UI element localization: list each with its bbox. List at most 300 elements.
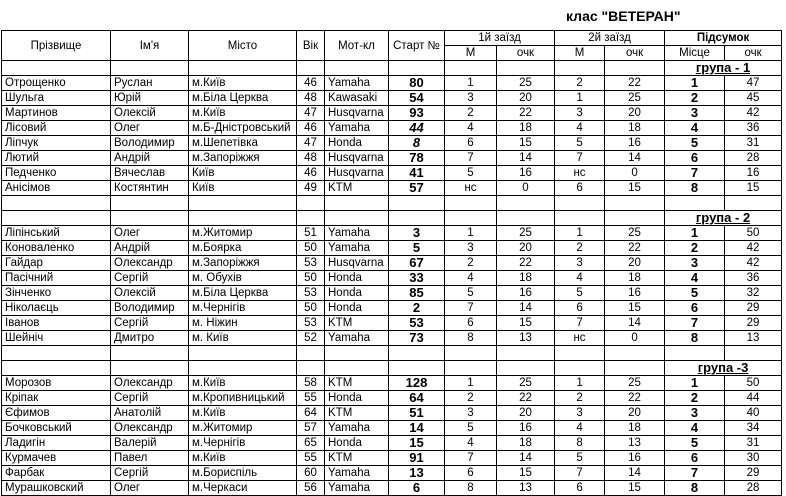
cell-race1-place: 2 bbox=[445, 256, 497, 271]
cell-race1-place: 3 bbox=[445, 91, 497, 106]
header-total: Підсумок bbox=[665, 31, 782, 46]
cell-race1-points: 14 bbox=[497, 451, 555, 466]
table-row bbox=[2, 301, 782, 316]
cell-race1-points: 25 bbox=[497, 226, 555, 241]
cell-moto: Honda bbox=[325, 286, 389, 301]
cell-final-points: 13 bbox=[725, 331, 782, 346]
cell-race1-points: 18 bbox=[497, 121, 555, 136]
cell-final-place: 3 bbox=[665, 406, 725, 421]
empty-cell bbox=[725, 346, 782, 361]
empty-cell bbox=[189, 61, 297, 76]
cell-race1-points: 20 bbox=[497, 406, 555, 421]
cell-surname: Іванов bbox=[2, 316, 111, 331]
group-label: група - 2 bbox=[665, 211, 782, 226]
cell-race2-place: нс bbox=[555, 331, 605, 346]
cell-city: м.Київ bbox=[189, 106, 297, 121]
cell-final-points: 29 bbox=[725, 466, 782, 481]
cell-surname: Коноваленко bbox=[2, 241, 111, 256]
cell-city: м.Київ bbox=[189, 76, 297, 91]
cell-race1-place: 7 bbox=[445, 151, 497, 166]
cell-city: м.Кропивницький bbox=[189, 391, 297, 406]
cell-start: 14 bbox=[389, 421, 445, 436]
cell-final-place: 1 bbox=[665, 226, 725, 241]
empty-cell bbox=[389, 361, 445, 376]
cell-final-points: 30 bbox=[725, 451, 782, 466]
cell-name: Олександр bbox=[111, 256, 189, 271]
cell-final-place: 7 bbox=[665, 466, 725, 481]
cell-race1-place: 4 bbox=[445, 121, 497, 136]
cell-start: 51 bbox=[389, 406, 445, 421]
cell-race2-place: 6 bbox=[555, 181, 605, 196]
cell-name: Олег bbox=[111, 481, 189, 496]
group-header-row bbox=[2, 211, 782, 226]
empty-cell bbox=[497, 346, 555, 361]
cell-city: м.Боярка bbox=[189, 241, 297, 256]
empty-cell bbox=[497, 211, 555, 226]
cell-start: 44 bbox=[389, 121, 445, 136]
empty-cell bbox=[111, 196, 189, 211]
empty-cell bbox=[445, 346, 497, 361]
cell-race2-points: 14 bbox=[605, 316, 665, 331]
empty-cell bbox=[2, 61, 111, 76]
cell-race2-place: нс bbox=[555, 166, 605, 181]
cell-race2-points: 15 bbox=[605, 301, 665, 316]
cell-name: Володимир bbox=[111, 301, 189, 316]
cell-name: Андрій bbox=[111, 151, 189, 166]
cell-race1-place: 1 bbox=[445, 226, 497, 241]
cell-city: м.Запоріжжя bbox=[189, 151, 297, 166]
cell-surname: Курмачев bbox=[2, 451, 111, 466]
cell-race1-place: 8 bbox=[445, 481, 497, 496]
cell-start: 13 bbox=[389, 466, 445, 481]
cell-city: Київ bbox=[189, 181, 297, 196]
cell-moto: Honda bbox=[325, 301, 389, 316]
empty-cell bbox=[2, 211, 111, 226]
cell-moto: Yamaha bbox=[325, 466, 389, 481]
cell-moto: Yamaha bbox=[325, 241, 389, 256]
cell-final-points: 28 bbox=[725, 481, 782, 496]
cell-race2-points: 15 bbox=[605, 181, 665, 196]
cell-age: 55 bbox=[297, 391, 325, 406]
cell-final-points: 42 bbox=[725, 106, 782, 121]
header-race2: 2й заїзд bbox=[555, 31, 665, 46]
empty-cell bbox=[325, 361, 389, 376]
cell-name: Сергій bbox=[111, 271, 189, 286]
header-race2-place: М bbox=[555, 46, 605, 61]
cell-surname: Лютий bbox=[2, 151, 111, 166]
table-row bbox=[2, 286, 782, 301]
cell-surname: Мурашковский bbox=[2, 481, 111, 496]
empty-cell bbox=[605, 61, 665, 76]
cell-moto: Honda bbox=[325, 436, 389, 451]
cell-start: 2 bbox=[389, 301, 445, 316]
empty-cell bbox=[605, 211, 665, 226]
cell-moto: Yamaha bbox=[325, 76, 389, 91]
empty-cell bbox=[497, 196, 555, 211]
group-label: група -3 bbox=[665, 361, 782, 376]
empty-cell bbox=[111, 346, 189, 361]
cell-start: 8 bbox=[389, 136, 445, 151]
class-title: клас "ВЕТЕРАН" bbox=[566, 8, 681, 24]
cell-race1-points: 18 bbox=[497, 436, 555, 451]
cell-race1-points: 15 bbox=[497, 466, 555, 481]
empty-cell bbox=[555, 61, 605, 76]
cell-surname: Ліпчук bbox=[2, 136, 111, 151]
empty-cell bbox=[445, 361, 497, 376]
cell-final-place: 5 bbox=[665, 136, 725, 151]
cell-race1-place: 6 bbox=[445, 136, 497, 151]
cell-final-place: 7 bbox=[665, 316, 725, 331]
cell-age: 64 bbox=[297, 406, 325, 421]
cell-race1-points: 13 bbox=[497, 481, 555, 496]
cell-race2-points: 22 bbox=[605, 391, 665, 406]
cell-city: м.Біла Церква bbox=[189, 91, 297, 106]
cell-final-points: 31 bbox=[725, 136, 782, 151]
cell-age: 47 bbox=[297, 106, 325, 121]
cell-moto: Yamaha bbox=[325, 331, 389, 346]
cell-name: Руслан bbox=[111, 76, 189, 91]
group-header-row bbox=[2, 361, 782, 376]
cell-age: 58 bbox=[297, 376, 325, 391]
table-row bbox=[2, 421, 782, 436]
cell-start: 53 bbox=[389, 316, 445, 331]
cell-city: м.Бориспіль bbox=[189, 466, 297, 481]
cell-surname: Ліпінський bbox=[2, 226, 111, 241]
table-row bbox=[2, 121, 782, 136]
cell-race1-points: 16 bbox=[497, 166, 555, 181]
cell-name: Павел bbox=[111, 451, 189, 466]
cell-surname: Єфимов bbox=[2, 406, 111, 421]
table-row bbox=[2, 136, 782, 151]
cell-race1-place: 2 bbox=[445, 106, 497, 121]
table-row bbox=[2, 181, 782, 196]
cell-city: м.Житомир bbox=[189, 421, 297, 436]
empty-cell bbox=[325, 346, 389, 361]
cell-start: 3 bbox=[389, 226, 445, 241]
cell-moto: Yamaha bbox=[325, 421, 389, 436]
empty-cell bbox=[605, 196, 665, 211]
cell-final-points: 42 bbox=[725, 256, 782, 271]
cell-final-points: 45 bbox=[725, 91, 782, 106]
cell-moto: Husqvarna bbox=[325, 166, 389, 181]
cell-name: Сергій bbox=[111, 391, 189, 406]
table-row bbox=[2, 271, 782, 286]
group-label: група - 1 bbox=[665, 61, 782, 76]
cell-city: м.Черкаси bbox=[189, 481, 297, 496]
cell-race1-points: 15 bbox=[497, 316, 555, 331]
cell-race1-place: 8 bbox=[445, 331, 497, 346]
cell-moto: KTM bbox=[325, 451, 389, 466]
header-city: Місто bbox=[189, 31, 297, 61]
header-start: Старт № bbox=[389, 31, 445, 61]
cell-moto: Kawasaki bbox=[325, 91, 389, 106]
cell-race1-points: 14 bbox=[497, 151, 555, 166]
cell-race1-points: 20 bbox=[497, 241, 555, 256]
cell-city: м.Шепетівка bbox=[189, 136, 297, 151]
table-row bbox=[2, 226, 782, 241]
spacer-row bbox=[2, 196, 782, 211]
cell-name: Сергій bbox=[111, 316, 189, 331]
cell-age: 53 bbox=[297, 256, 325, 271]
cell-name: Юрій bbox=[111, 91, 189, 106]
cell-final-place: 5 bbox=[665, 286, 725, 301]
cell-city: м.Київ bbox=[189, 376, 297, 391]
cell-final-place: 1 bbox=[665, 376, 725, 391]
cell-start: 33 bbox=[389, 271, 445, 286]
empty-cell bbox=[111, 211, 189, 226]
table-row bbox=[2, 451, 782, 466]
table-row bbox=[2, 481, 782, 496]
cell-surname: Шейніч bbox=[2, 331, 111, 346]
cell-moto: KTM bbox=[325, 181, 389, 196]
table-row bbox=[2, 406, 782, 421]
cell-final-points: 50 bbox=[725, 226, 782, 241]
cell-name: Костянтин bbox=[111, 181, 189, 196]
cell-start: 6 bbox=[389, 481, 445, 496]
cell-surname: Морозов bbox=[2, 376, 111, 391]
cell-age: 56 bbox=[297, 481, 325, 496]
cell-final-place: 4 bbox=[665, 271, 725, 286]
table-row bbox=[2, 466, 782, 481]
empty-cell bbox=[389, 346, 445, 361]
cell-race2-points: 18 bbox=[605, 421, 665, 436]
cell-final-place: 4 bbox=[665, 421, 725, 436]
cell-race1-place: 6 bbox=[445, 316, 497, 331]
empty-cell bbox=[297, 211, 325, 226]
cell-start: 91 bbox=[389, 451, 445, 466]
empty-cell bbox=[497, 61, 555, 76]
cell-start: 57 bbox=[389, 181, 445, 196]
cell-surname: Гайдар bbox=[2, 256, 111, 271]
cell-city: м.Чернігів bbox=[189, 436, 297, 451]
cell-start: 5 bbox=[389, 241, 445, 256]
empty-cell bbox=[325, 61, 389, 76]
cell-age: 46 bbox=[297, 121, 325, 136]
cell-final-place: 2 bbox=[665, 91, 725, 106]
cell-final-points: 32 bbox=[725, 286, 782, 301]
empty-cell bbox=[555, 346, 605, 361]
cell-age: 50 bbox=[297, 301, 325, 316]
empty-cell bbox=[297, 61, 325, 76]
cell-name: Олег bbox=[111, 226, 189, 241]
cell-race2-points: 18 bbox=[605, 121, 665, 136]
cell-start: 93 bbox=[389, 106, 445, 121]
empty-cell bbox=[325, 211, 389, 226]
empty-cell bbox=[189, 346, 297, 361]
cell-final-place: 3 bbox=[665, 256, 725, 271]
cell-race2-points: 14 bbox=[605, 466, 665, 481]
cell-city: м.Київ bbox=[189, 406, 297, 421]
cell-age: 53 bbox=[297, 286, 325, 301]
empty-cell bbox=[665, 346, 725, 361]
cell-final-place: 2 bbox=[665, 241, 725, 256]
cell-age: 49 bbox=[297, 181, 325, 196]
cell-race2-place: 2 bbox=[555, 241, 605, 256]
cell-final-points: 44 bbox=[725, 391, 782, 406]
cell-race2-points: 22 bbox=[605, 76, 665, 91]
cell-final-place: 1 bbox=[665, 76, 725, 91]
cell-race2-place: 5 bbox=[555, 451, 605, 466]
cell-age: 53 bbox=[297, 316, 325, 331]
cell-age: 46 bbox=[297, 76, 325, 91]
cell-final-points: 50 bbox=[725, 376, 782, 391]
cell-name: Володимир bbox=[111, 136, 189, 151]
cell-race2-place: 7 bbox=[555, 316, 605, 331]
empty-cell bbox=[189, 196, 297, 211]
cell-name: Олександр bbox=[111, 421, 189, 436]
cell-name: Олексій bbox=[111, 106, 189, 121]
cell-city: м.Біла Церква bbox=[189, 286, 297, 301]
empty-cell bbox=[325, 196, 389, 211]
table-row bbox=[2, 166, 782, 181]
cell-city: м.Житомир bbox=[189, 226, 297, 241]
cell-name: Андрій bbox=[111, 241, 189, 256]
cell-race1-points: 25 bbox=[497, 76, 555, 91]
cell-final-place: 6 bbox=[665, 301, 725, 316]
cell-surname: Ладигін bbox=[2, 436, 111, 451]
cell-race1-points: 15 bbox=[497, 136, 555, 151]
cell-final-place: 8 bbox=[665, 331, 725, 346]
cell-moto: KTM bbox=[325, 406, 389, 421]
cell-race2-points: 20 bbox=[605, 106, 665, 121]
cell-race2-place: 4 bbox=[555, 121, 605, 136]
cell-surname: Анісімов bbox=[2, 181, 111, 196]
cell-race1-points: 20 bbox=[497, 91, 555, 106]
table-row bbox=[2, 106, 782, 121]
cell-race2-points: 18 bbox=[605, 271, 665, 286]
empty-cell bbox=[2, 346, 111, 361]
cell-moto: KTM bbox=[325, 376, 389, 391]
empty-cell bbox=[189, 211, 297, 226]
cell-start: 67 bbox=[389, 256, 445, 271]
empty-cell bbox=[497, 361, 555, 376]
table-row bbox=[2, 91, 782, 106]
cell-surname: Фарбак bbox=[2, 466, 111, 481]
empty-cell bbox=[297, 361, 325, 376]
cell-surname: Зінченко bbox=[2, 286, 111, 301]
cell-race2-points: 16 bbox=[605, 286, 665, 301]
cell-final-place: 8 bbox=[665, 481, 725, 496]
cell-race2-points: 0 bbox=[605, 166, 665, 181]
cell-race1-points: 22 bbox=[497, 391, 555, 406]
empty-cell bbox=[445, 196, 497, 211]
cell-final-points: 40 bbox=[725, 406, 782, 421]
header-race1: 1й заїзд bbox=[445, 31, 555, 46]
empty-cell bbox=[389, 61, 445, 76]
empty-cell bbox=[111, 361, 189, 376]
cell-race2-place: 5 bbox=[555, 286, 605, 301]
cell-race2-points: 0 bbox=[605, 331, 665, 346]
cell-age: 65 bbox=[297, 436, 325, 451]
cell-city: м. Обухів bbox=[189, 271, 297, 286]
cell-age: 51 bbox=[297, 226, 325, 241]
cell-start: 64 bbox=[389, 391, 445, 406]
cell-moto: Honda bbox=[325, 271, 389, 286]
cell-final-place: 4 bbox=[665, 121, 725, 136]
cell-moto: Honda bbox=[325, 136, 389, 151]
cell-race1-place: нс bbox=[445, 181, 497, 196]
cell-final-place: 3 bbox=[665, 106, 725, 121]
cell-age: 47 bbox=[297, 136, 325, 151]
empty-cell bbox=[555, 211, 605, 226]
cell-start: 15 bbox=[389, 436, 445, 451]
table-row bbox=[2, 436, 782, 451]
header-age: Вік bbox=[297, 31, 325, 61]
cell-moto: Husqvarna bbox=[325, 106, 389, 121]
cell-moto: Husqvarna bbox=[325, 256, 389, 271]
cell-start: 85 bbox=[389, 286, 445, 301]
cell-final-points: 31 bbox=[725, 436, 782, 451]
empty-cell bbox=[605, 361, 665, 376]
cell-race2-place: 2 bbox=[555, 76, 605, 91]
cell-name: Олександр bbox=[111, 376, 189, 391]
cell-city: м.Запоріжжя bbox=[189, 256, 297, 271]
cell-final-points: 28 bbox=[725, 151, 782, 166]
cell-surname: Шульга bbox=[2, 91, 111, 106]
cell-final-place: 7 bbox=[665, 166, 725, 181]
cell-race1-place: 4 bbox=[445, 271, 497, 286]
cell-surname: Бочковський bbox=[2, 421, 111, 436]
cell-race1-place: 3 bbox=[445, 241, 497, 256]
cell-name: Анатолій bbox=[111, 406, 189, 421]
cell-age: 60 bbox=[297, 466, 325, 481]
cell-race2-place: 4 bbox=[555, 271, 605, 286]
cell-race2-points: 16 bbox=[605, 451, 665, 466]
cell-final-place: 8 bbox=[665, 181, 725, 196]
cell-final-points: 36 bbox=[725, 271, 782, 286]
cell-start: 73 bbox=[389, 331, 445, 346]
cell-start: 128 bbox=[389, 376, 445, 391]
cell-race2-place: 1 bbox=[555, 91, 605, 106]
cell-name: Олег bbox=[111, 121, 189, 136]
cell-race1-place: 5 bbox=[445, 166, 497, 181]
cell-name: Вячеслав bbox=[111, 166, 189, 181]
empty-cell bbox=[389, 211, 445, 226]
cell-race2-place: 1 bbox=[555, 226, 605, 241]
cell-final-points: 34 bbox=[725, 421, 782, 436]
cell-city: м.Київ bbox=[189, 451, 297, 466]
empty-cell bbox=[555, 361, 605, 376]
cell-name: Дмитро bbox=[111, 331, 189, 346]
cell-race2-place: 8 bbox=[555, 436, 605, 451]
table-row bbox=[2, 256, 782, 271]
table-row bbox=[2, 151, 782, 166]
cell-age: 57 bbox=[297, 421, 325, 436]
header-name: Ім'я bbox=[111, 31, 189, 61]
cell-moto: Yamaha bbox=[325, 226, 389, 241]
cell-age: 50 bbox=[297, 241, 325, 256]
cell-final-points: 16 bbox=[725, 166, 782, 181]
cell-city: м.Б-Дністровський bbox=[189, 121, 297, 136]
cell-city: м. Київ bbox=[189, 331, 297, 346]
group-header-row bbox=[2, 61, 782, 76]
cell-age: 48 bbox=[297, 91, 325, 106]
empty-cell bbox=[445, 61, 497, 76]
empty-cell bbox=[111, 61, 189, 76]
table-row bbox=[2, 331, 782, 346]
cell-surname: Лісовий bbox=[2, 121, 111, 136]
cell-race1-points: 22 bbox=[497, 256, 555, 271]
cell-race2-place: 2 bbox=[555, 391, 605, 406]
cell-race1-points: 16 bbox=[497, 421, 555, 436]
cell-final-points: 29 bbox=[725, 301, 782, 316]
cell-race1-place: 4 bbox=[445, 436, 497, 451]
empty-cell bbox=[555, 196, 605, 211]
cell-final-place: 5 bbox=[665, 436, 725, 451]
cell-final-points: 47 bbox=[725, 76, 782, 91]
cell-race2-points: 25 bbox=[605, 226, 665, 241]
cell-race2-points: 14 bbox=[605, 151, 665, 166]
